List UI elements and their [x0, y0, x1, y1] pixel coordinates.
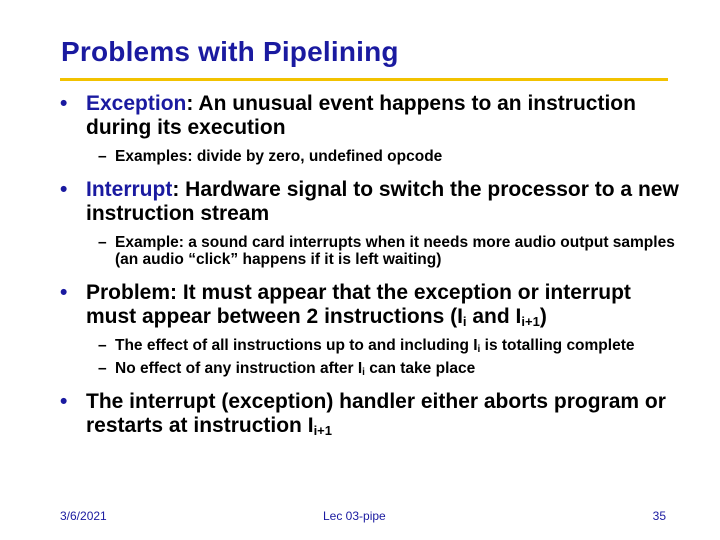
sub-bullet-examples	[60, 148, 680, 165]
bullet-text: Problem: It must appear that the exception or interrupt must appear between 2 instructions (I	[86, 281, 631, 328]
sub-bullet-dash: –	[98, 148, 107, 165]
bullet-dot: •	[60, 92, 68, 115]
bullet-interrupt	[60, 178, 680, 226]
term-exception: Exception	[86, 92, 187, 115]
subscript-i: i	[362, 367, 365, 378]
sub-bullet-effect	[60, 337, 680, 354]
sub-bullet-text: Example: a sound card interrupts when it needs more audio output samples (an audio “click” happens if it is left waiting)	[115, 234, 675, 268]
slide-body	[60, 92, 680, 438]
bullet-text-mid: and I	[466, 305, 522, 328]
bullet-handler	[60, 390, 680, 438]
sub-bullet-text-after: can take place	[364, 360, 476, 377]
sub-bullet-text: No effect of any instruction after I	[115, 360, 363, 377]
sub-bullet-text: Examples: divide by zero, undefined opcode	[115, 148, 443, 165]
bullet-dot: •	[60, 281, 68, 304]
sub-bullet-no-effect	[60, 360, 680, 377]
sub-bullet-dash: –	[98, 234, 107, 251]
subscript-i: i	[477, 344, 481, 355]
sub-bullet-dash: –	[98, 360, 107, 377]
bullet-exception	[60, 92, 680, 140]
subscript-i-plus-1: i+1	[521, 314, 540, 329]
sub-bullet-example	[60, 234, 680, 268]
subscript-i: i	[462, 314, 467, 329]
footer-page-number: 35	[652, 509, 666, 523]
bullet-text: : Hardware signal to switch the processor to a new instruction stream	[86, 178, 679, 225]
sub-bullet-text: The effect of all instructions up to and including I	[115, 337, 478, 354]
footer-date: 3/6/2021	[60, 509, 107, 523]
slide-title: Problems with Pipelining	[61, 36, 399, 67]
term-interrupt: Interrupt	[86, 178, 173, 201]
bullet-text: : An unusual event happens to an instruction during its execution	[86, 92, 636, 139]
footer-lecture: Lec 03-pipe	[323, 509, 386, 523]
bullet-dot: •	[60, 178, 68, 201]
subscript-i-plus-1: i+1	[313, 423, 332, 438]
bullet-dot: •	[60, 390, 68, 413]
bullet-text-end: )	[539, 305, 547, 328]
bullet-problem	[60, 281, 680, 329]
title-underline	[60, 78, 668, 81]
sub-bullet-dash: –	[98, 337, 107, 354]
sub-bullet-text-after: is totalling complete	[480, 337, 635, 354]
bullet-text: The interrupt (exception) handler either aborts program or restarts at instruction I	[86, 390, 666, 437]
